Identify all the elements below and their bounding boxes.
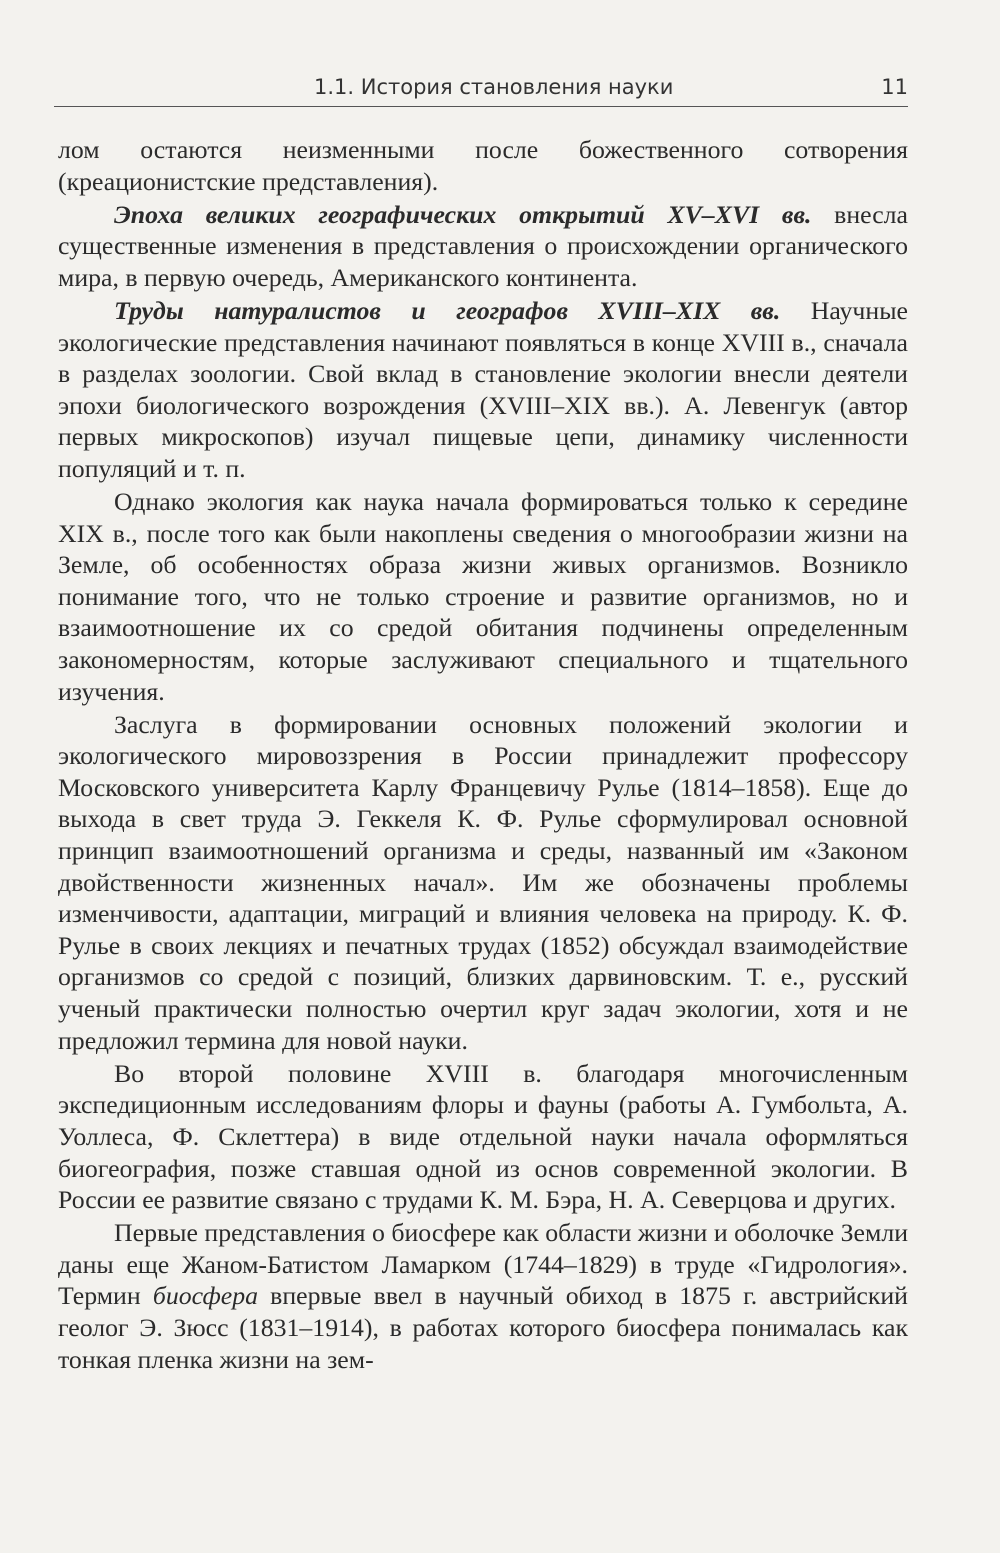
paragraph-1	[58, 134, 908, 197]
paragraph-1-text: лом остаются неизменными после божественного сотворения (креационистские представления).	[58, 135, 908, 196]
running-title: 1.1. История становления науки	[314, 75, 674, 99]
paragraph-6-text: Во второй половине XVIII в. благодаря многочисленным экспедиционным исследованиям флоры и фауны (работы А. Гумбольта, А. Уоллеса, Ф. Склеттера) в виде отдельной науки начала оформляться биогеография, позже ставшая одной из основ современной экологии. В России ее развитие связано с трудами К. М. Бэра, Н. А. Северцова и других.	[58, 1058, 908, 1215]
paragraph-4	[58, 486, 908, 707]
paragraph-5-text: Заслуга в формировании основных положений экологии и экологического мировоззрения в России принадлежит профессору Московского университета Карлу Францевичу Рулье (1814–1858). Еще до выхода в свет труда Э. Геккеля К. Ф. Рулье сформулировал основной принцип взаимоотношений организма и среды, названный им «Законом двойственности жизненных начал». Им же обозначены проблемы изменчивости, адаптации, миграций и влияния человека на природу. К. Ф. Рулье в своих лекциях и печатных трудах (1852) обсуждал взаимодействие организмов со средой с позиций, близких дарвиновским. Т. е., русский ученый практически полностью очертил круг задач экологии, хотя и не предложил термина для новой науки.	[58, 709, 908, 1055]
page-number: 11	[881, 75, 908, 99]
paragraph-3	[58, 295, 908, 485]
paragraph-6	[58, 1058, 908, 1216]
paragraph-5	[58, 709, 908, 1057]
paragraph-4-text: Однако экология как наука начала формироваться только к середине XIX в., после того как были накоплены сведения о многообразии жизни на Земле, об особенностях образа жизни живых организмов. Возникло понимание того, что не только строение и развитие организмов, но и взаимоотношение их со средой обитания подчинены определенным закономерностям, которые заслуживают специального и тщательного изучения.	[58, 487, 908, 706]
paragraph-3-text: Научные экологические представления начинают появляться в конце XVIII в., сначала в разделах зоологии. Свой вклад в становление экологии внесли деятели эпохи биологического возрождения (XVIII–XIX вв.). А. Левенгук (автор первых микроскопов) изучал пищевые цепи, динамику численности популяций и т. п.	[58, 295, 908, 483]
paragraph-2-lead: Эпоха великих географических открытий XV–XVI вв.	[114, 199, 812, 229]
paragraph-7-term: биосфера	[152, 1281, 258, 1311]
paragraph-2-text: внесла существенные изменения в представления о происхождении органического мира, в первую очередь, Американского континента.	[58, 199, 908, 292]
body-text	[58, 134, 908, 1375]
paragraph-2	[58, 199, 908, 294]
running-header	[54, 72, 908, 107]
paragraph-7	[58, 1217, 908, 1375]
paragraph-3-lead: Труды натуралистов и географов XVIII–XIX вв.	[114, 295, 781, 325]
paragraph-7-text-after: впервые ввел в научный обиход в 1875 г. австрийский геолог Э. Зюсс (1831–1914), в работах которого биосфера понималась как тонкая пленка жизни на зем-	[58, 1281, 908, 1374]
paragraph-7-text-before: Первые представления о биосфере как области жизни и оболочке Земли даны еще Жаном-Батистом Ламарком (1744–1829) в труде «Гидрология». Термин	[58, 1218, 908, 1311]
